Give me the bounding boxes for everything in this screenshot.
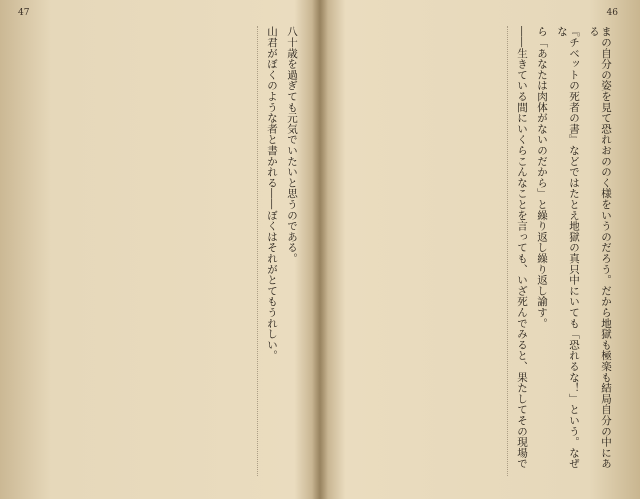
right-page-column: 『チベットの死者の書』などではたとえ地獄の真只中にいても「恐れるな！」という。なぜな xyxy=(556,26,580,469)
omitted-text-region xyxy=(197,26,258,476)
right-page-number: 46 xyxy=(606,8,618,18)
omitted-text-region xyxy=(447,26,508,476)
right-page xyxy=(340,26,612,476)
page-gutter xyxy=(312,0,328,499)
left-page-number: 47 xyxy=(18,8,30,18)
right-page-column: ら「あなたは肉体がないのだから」と繰り返し繰り返し諭す。 xyxy=(536,26,548,329)
left-page-column: 八十歳を過ぎても元気でいたいと思うのである。 xyxy=(286,26,298,264)
left-page xyxy=(26,26,298,476)
right-page-column: ――生きている間にいくらこんなことを言っても、いざ死んでみると、果たしてその現場で xyxy=(516,26,528,469)
left-page-column: 山君がぼくのような者と書かれる――ぼくはそれがとてもうれしい。 xyxy=(266,26,278,361)
right-page-column: まの自分の姿を見て恐れおののく様をいうのだろう。だから地獄も極楽も結局自分の中にある xyxy=(588,26,612,469)
